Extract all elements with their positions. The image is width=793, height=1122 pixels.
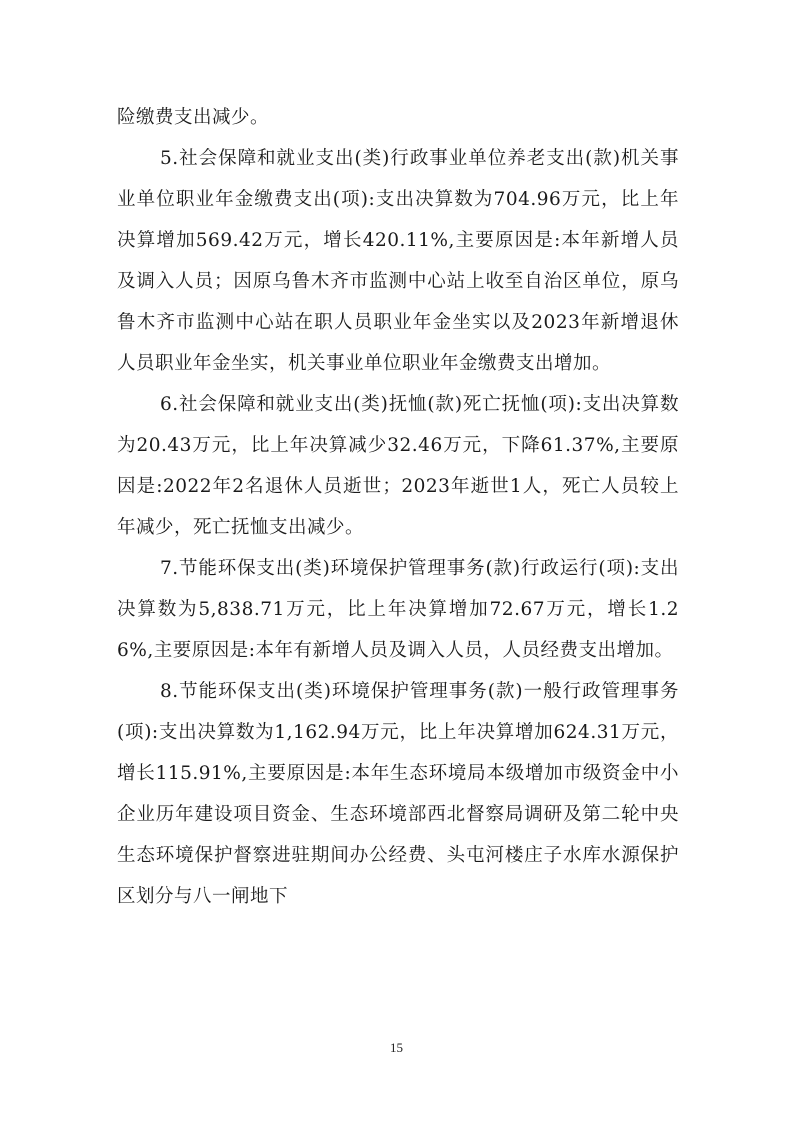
paragraph-item-6: 6.社会保障和就业支出(类)抚恤(款)死亡抚恤(项):支出决算数为20.43万元，比上年决算减少32.46万元，下降61.37%,主要原因是:2022年2名退休人员逝世；2023年逝世1人，死亡人员较上年减少，死亡抚恤支出减少。 <box>117 394 679 538</box>
document-body <box>117 97 679 917</box>
paragraph-item-7: 7.节能环保支出(类)环境保护管理事务(款)行政运行(项):支出决算数为5,838.71万元，比上年决算增加72.67万元，增长1.26%,主要原因是:本年有新增人员及调入人员，人员经费支出增加。 <box>117 558 679 661</box>
paragraph-continuation: 险缴费支出减少。 <box>117 107 270 128</box>
page-number: 15 <box>390 1040 403 1055</box>
paragraph-item-8: 8.节能环保支出(类)环境保护管理事务(款)一般行政管理事务(项):支出决算数为1,162.94万元，比上年决算增加624.31万元，增长115.91%,主要原因是:本年生态环境局本级增加市级资金中小企业历年建设项目资金、生态环境部西北督察局调研及第二轮中央生态环境保护督察进驻期间办公经费、头屯河楼庄子水库水源保护区划分与八一闸地下 <box>117 681 679 907</box>
paragraph-item-5: 5.社会保障和就业支出(类)行政事业单位养老支出(款)机关事业单位职业年金缴费支出(项):支出决算数为704.96万元，比上年决算增加569.42万元，增长420.11%,主要原因是:本年新增人员及调入人员；因原乌鲁木齐市监测中心站上收至自治区单位，原乌鲁木齐市监测中心站在职人员职业年金坐实以及2023年新增退休人员职业年金坐实，机关事业单位职业年金缴费支出增加。 <box>117 148 679 374</box>
